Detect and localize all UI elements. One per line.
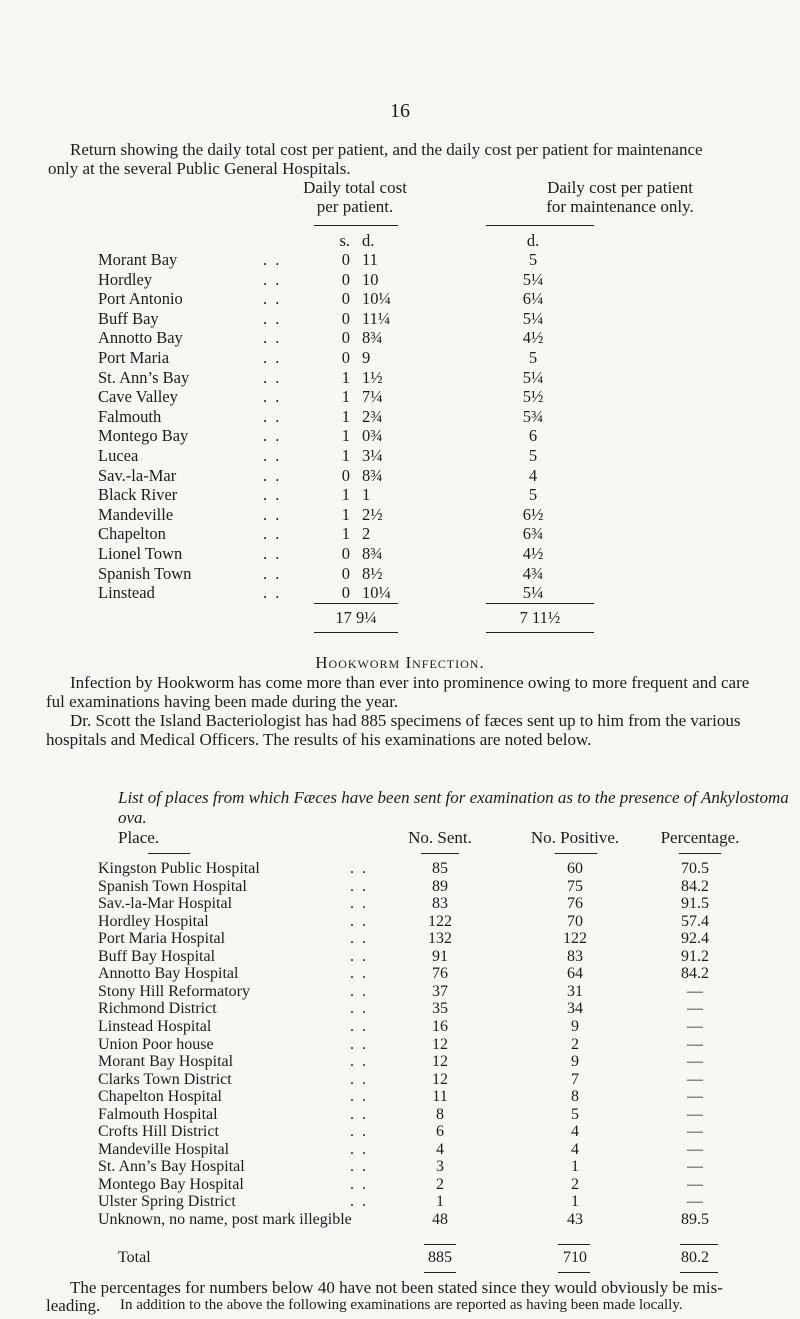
table-place: Kingston Public Hospital <box>98 860 260 877</box>
table-positive: 1 <box>571 1193 579 1211</box>
cost-pence: 1 <box>362 485 371 505</box>
cost-shillings: 1 <box>341 387 350 407</box>
table-positive: 8 <box>571 1088 579 1106</box>
table-place: Spanish Town Hospital <box>98 877 247 895</box>
para2-line-1: Dr. Scott the Island Bacteriologist has had 885 specimens of fæces sent up to him from the various <box>70 711 741 730</box>
para1-line-1: Infection by Hookworm has come more than ever into prominence owing to more frequent and care <box>70 673 750 692</box>
cost-place: Falmouth <box>98 406 162 426</box>
leader-dots: . . <box>350 1175 368 1193</box>
maint-pence: 5 <box>528 250 538 269</box>
table-place: Union Poor house <box>98 1035 214 1053</box>
table-positive: 9 <box>571 1053 579 1071</box>
cost-total-sd: 17 9¼ <box>335 608 377 627</box>
cost-pence: 10 <box>362 269 379 289</box>
table-place: Linstead Hospital <box>98 1017 212 1035</box>
table-percentage: — <box>687 1000 703 1018</box>
cost-pence: 1½ <box>362 367 383 387</box>
leader-dots: . . <box>263 563 282 583</box>
cost-col2-header-1: Daily cost per patient <box>547 178 693 197</box>
table-sent: 83 <box>432 895 448 913</box>
maint-pence: 4 <box>528 465 538 485</box>
maint-pence: 4½ <box>522 544 544 563</box>
rule-sent <box>421 853 459 854</box>
table-row <box>0 1106 800 1124</box>
total-pct: 80.2 <box>681 1249 709 1266</box>
table-positive: 4 <box>571 1123 579 1141</box>
cost-col1-rule <box>314 225 398 226</box>
table-sent: 35 <box>432 1000 448 1018</box>
maint-pence: 5¼ <box>522 269 544 289</box>
cost-pence: 11 <box>362 250 378 269</box>
table-positive: 34 <box>567 1000 583 1018</box>
leader-dots: . . <box>350 1017 368 1035</box>
cost-col1-header-1: Daily total cost <box>303 178 407 197</box>
maint-pence: 5 <box>528 485 538 505</box>
table-positive: 64 <box>567 965 583 983</box>
table-header-positive: No. Positive. <box>530 828 620 847</box>
table-positive: 60 <box>567 860 583 877</box>
leader-dots: . . <box>263 583 282 603</box>
leader-dots: . . <box>263 367 282 387</box>
table-row <box>0 948 800 966</box>
table-row <box>0 1211 800 1229</box>
table-percentage: — <box>687 1175 703 1193</box>
para2-line-2: hospitals and Medical Officers. The results of his examinations are noted below. <box>46 730 592 749</box>
table-percentage: — <box>687 1105 703 1123</box>
table-header-place: Place. <box>118 828 160 847</box>
cost-place: Port Maria <box>98 348 170 367</box>
table-header-percentage: Percentage. <box>660 828 740 847</box>
table-sent: 3 <box>436 1158 444 1176</box>
leader-dots: . . <box>263 485 282 505</box>
cost-row <box>0 426 800 445</box>
cost-shillings: 1 <box>341 446 350 465</box>
total-positive: 710 <box>563 1249 587 1266</box>
table-place: Chapelton Hospital <box>98 1088 222 1106</box>
table-percentage: 91.2 <box>681 947 709 965</box>
table-sent: 132 <box>428 930 452 948</box>
cost-place: Black River <box>98 485 178 505</box>
table-row <box>0 878 800 896</box>
maint-pence: 6 <box>528 426 538 446</box>
leader-dots: . . <box>263 544 282 563</box>
cost-pence: 2 <box>362 524 371 544</box>
cost-shillings: 0 <box>341 544 350 563</box>
table-positive: 4 <box>571 1140 579 1158</box>
leader-dots: . . <box>350 1140 368 1158</box>
leader-dots: . . <box>350 1035 368 1053</box>
footer-line-1: The percentages for numbers below 40 have not been stated since they would obviously be mis- <box>70 1278 723 1297</box>
cost-shillings: 0 <box>341 289 350 309</box>
table-positive: 5 <box>571 1105 579 1123</box>
unit-maint-pence: d. <box>526 231 540 250</box>
cost-shillings: 0 <box>341 348 350 367</box>
leader-dots: . . <box>350 877 368 895</box>
maint-pence: 6¾ <box>522 524 544 544</box>
cost-shillings: 1 <box>341 426 350 446</box>
leader-dots: . . <box>350 1088 368 1106</box>
total-rule-sent-2 <box>424 1272 456 1273</box>
cost-shillings: 0 <box>341 269 350 289</box>
table-sent: 37 <box>432 982 448 1000</box>
table-row <box>0 930 800 948</box>
cost-pence: 7¼ <box>362 387 383 407</box>
table-row <box>0 1000 800 1018</box>
section-title: Hookworm Infection. <box>315 653 485 672</box>
table-percentage: — <box>687 1193 703 1211</box>
cost-pence: 8¾ <box>362 544 383 563</box>
leader-dots: . . <box>350 1070 368 1088</box>
cost-place: Morant Bay <box>98 250 178 269</box>
table-positive: 70 <box>567 912 583 930</box>
cost-shillings: 1 <box>341 485 350 505</box>
cost-units-row <box>0 231 800 250</box>
table-percentage: — <box>687 1123 703 1141</box>
leader-dots: . . <box>350 1193 368 1211</box>
leader-dots: . . <box>263 465 282 485</box>
cost-place: Chapelton <box>98 524 166 544</box>
table-row <box>0 895 800 913</box>
cost-total-rule-3 <box>314 632 398 633</box>
leader-dots: . . <box>350 965 368 983</box>
leader-dots: . . <box>263 406 282 426</box>
table-positive: 2 <box>571 1175 579 1193</box>
cost-shillings: 0 <box>341 465 350 485</box>
leader-dots: . . <box>350 860 368 877</box>
leader-dots: . . <box>263 524 282 544</box>
table-positive: 1 <box>571 1158 579 1176</box>
cost-row <box>0 485 800 504</box>
table-sent: 91 <box>432 947 448 965</box>
leader-dots: . . <box>263 269 282 289</box>
leader-dots: . . <box>350 930 368 948</box>
table-place: St. Ann’s Bay Hospital <box>98 1158 245 1176</box>
total-label: Total <box>118 1249 151 1266</box>
table-sent: 122 <box>428 912 452 930</box>
table-positive: 2 <box>571 1035 579 1053</box>
leader-dots: . . <box>263 504 282 524</box>
table-place: Mandeville Hospital <box>98 1140 230 1158</box>
table-sent: 11 <box>432 1088 448 1106</box>
table-sent: 89 <box>432 877 448 895</box>
table-place: Falmouth Hospital <box>98 1105 218 1123</box>
table-positive: 43 <box>567 1211 583 1228</box>
table-sent: 8 <box>436 1105 444 1123</box>
table-place: Annotto Bay Hospital <box>98 965 239 983</box>
cost-shillings: 0 <box>341 308 350 328</box>
maint-pence: 5 <box>528 348 538 367</box>
cost-pence: 9 <box>362 348 371 367</box>
table-row <box>0 913 800 931</box>
cost-place: Buff Bay <box>98 308 159 328</box>
table-row <box>0 1193 800 1211</box>
table-sent: 4 <box>436 1140 444 1158</box>
table-row <box>0 1176 800 1194</box>
cost-place: Mandeville <box>98 504 174 524</box>
cost-pence: 2½ <box>362 504 383 524</box>
cost-place: St. Ann’s Bay <box>98 367 190 387</box>
table-row <box>0 965 800 983</box>
leader-dots: . . <box>263 250 282 269</box>
table-sent: 6 <box>436 1123 444 1141</box>
table-total-row <box>0 1249 800 1267</box>
cost-row <box>0 289 800 308</box>
cost-total-rule-2 <box>486 603 594 604</box>
cost-place: Sav.-la-Mar <box>98 465 177 485</box>
cost-pence: 8½ <box>362 563 383 583</box>
table-row <box>0 1071 800 1089</box>
table-row <box>0 1088 800 1106</box>
cost-shillings: 1 <box>341 504 350 524</box>
maint-pence: 5¼ <box>522 583 544 603</box>
cost-row <box>0 368 800 387</box>
page-number: 16 <box>390 100 410 122</box>
cost-place: Hordley <box>98 269 153 289</box>
cost-row <box>0 583 800 602</box>
cost-row <box>0 270 800 289</box>
cost-place: Linstead <box>98 583 155 603</box>
table-positive: 76 <box>567 895 583 913</box>
leader-dots: . . <box>263 387 282 407</box>
cost-row <box>0 309 800 328</box>
cost-place: Spanish Town <box>98 563 192 583</box>
table-sent: 85 <box>432 860 448 877</box>
leader-dots: . . <box>263 348 282 367</box>
table-percentage: — <box>687 982 703 1000</box>
table-percentage: 89.5 <box>681 1211 709 1228</box>
leader-dots: . . <box>350 1158 368 1176</box>
table-percentage: — <box>687 1035 703 1053</box>
cost-pence: 10¼ <box>362 583 391 603</box>
maint-pence: 5¾ <box>522 406 544 426</box>
cost-total-maint: 7 11½ <box>519 608 561 627</box>
leader-dots: . . <box>263 446 282 465</box>
table-percentage: 84.2 <box>681 877 709 895</box>
table-sent: 16 <box>432 1017 448 1035</box>
rule-positive <box>555 853 597 854</box>
leader-dots: . . <box>350 982 368 1000</box>
total-rule-pct-2 <box>680 1272 718 1273</box>
table-row <box>0 860 800 878</box>
unit-shillings: s. <box>339 231 350 250</box>
leader-dots: . . <box>350 1123 368 1141</box>
table-percentage: 57.4 <box>681 912 709 930</box>
cost-shillings: 1 <box>341 406 350 426</box>
table-place: Clarks Town District <box>98 1070 232 1088</box>
maint-pence: 4½ <box>522 328 544 348</box>
table-sent: 76 <box>432 965 448 983</box>
leader-dots: . . <box>350 1105 368 1123</box>
table-caption: List of places from which Fæces have been sent for examination as to the presence of Ankylostoma ova. <box>118 788 789 827</box>
table-place: Montego Bay Hospital <box>98 1175 244 1193</box>
cost-pence: 8¾ <box>362 465 383 485</box>
cost-row <box>0 348 800 367</box>
footer-line-3: In addition to the above the following examinations are reported as having been made locally. <box>120 1297 683 1313</box>
table-row <box>0 1018 800 1036</box>
leader-dots: . . <box>350 912 368 930</box>
table-place: Richmond District <box>98 1000 217 1018</box>
total-rule-positive <box>558 1244 590 1245</box>
table-percentage: 70.5 <box>681 860 709 877</box>
cost-place: Annotto Bay <box>98 328 183 348</box>
table-percentage: — <box>687 1158 703 1176</box>
table-sent: 2 <box>436 1175 444 1193</box>
table-positive: 9 <box>571 1017 579 1035</box>
total-sent: 885 <box>428 1249 452 1266</box>
table-row <box>0 983 800 1001</box>
maint-pence: 6¼ <box>522 289 544 309</box>
cost-pence: 10¼ <box>362 289 391 309</box>
maint-pence: 4¾ <box>522 563 544 583</box>
table-percentage: 92.4 <box>681 930 709 948</box>
footer-line-2: leading. <box>46 1296 101 1315</box>
table-row <box>0 1158 800 1176</box>
table-sent: 12 <box>432 1070 448 1088</box>
leader-dots: . . <box>263 308 282 328</box>
cost-row <box>0 544 800 563</box>
cost-place: Cave Valley <box>98 387 178 407</box>
table-sent: 1 <box>436 1193 444 1211</box>
leader-dots: . . <box>263 426 282 446</box>
table-percentage: — <box>687 1053 703 1071</box>
leader-dots: . . <box>350 895 368 913</box>
cost-pence: 2¾ <box>362 406 383 426</box>
table-place: Stony Hill Reformatory <box>98 982 250 1000</box>
total-rule-pct <box>680 1244 718 1245</box>
cost-row <box>0 250 800 269</box>
total-rule-positive-2 <box>558 1272 590 1273</box>
table-place: Sav.-la-Mar Hospital <box>98 895 233 913</box>
cost-place: Port Antonio <box>98 289 183 309</box>
cost-pence: 8¾ <box>362 328 383 348</box>
table-place: Hordley Hospital <box>98 912 209 930</box>
table-positive: 75 <box>567 877 583 895</box>
unit-pence: d. <box>362 231 375 250</box>
table-positive: 122 <box>563 930 587 948</box>
table-positive: 31 <box>567 982 583 1000</box>
maint-pence: 5¼ <box>522 367 544 387</box>
cost-pence: 3¼ <box>362 446 383 465</box>
para1-line-2: ful examinations having been made during the year. <box>46 692 399 711</box>
cost-total-rule-1 <box>314 603 398 604</box>
table-percentage: — <box>687 1088 703 1106</box>
rule-percentage <box>679 853 721 854</box>
rule-place <box>148 853 190 854</box>
cost-total-rule-4 <box>486 632 594 633</box>
cost-shillings: 1 <box>341 524 350 544</box>
total-rule-sent <box>424 1244 456 1245</box>
cost-pence: 11¼ <box>362 308 391 328</box>
table-place: Crofts Hill District <box>98 1123 219 1141</box>
cost-shillings: 0 <box>341 328 350 348</box>
cost-row <box>0 524 800 543</box>
table-place: Port Maria Hospital <box>98 930 226 948</box>
table-sent: 12 <box>432 1035 448 1053</box>
table-row <box>0 1036 800 1054</box>
table-place: Buff Bay Hospital <box>98 947 216 965</box>
table-row <box>0 1123 800 1141</box>
cost-col1-header-2: per patient. <box>316 197 394 216</box>
cost-row <box>0 564 800 583</box>
table-percentage: — <box>687 1140 703 1158</box>
table-percentage: — <box>687 1017 703 1035</box>
cost-row <box>0 505 800 524</box>
table-row <box>0 1053 800 1071</box>
cost-shillings: 0 <box>341 563 350 583</box>
maint-pence: 5 <box>528 446 538 465</box>
cost-col2-header-2: for maintenance only. <box>546 197 694 216</box>
cost-shillings: 1 <box>341 367 350 387</box>
cost-col2-rule <box>486 225 594 226</box>
leader-dots: . . <box>350 947 368 965</box>
table-sent: 12 <box>432 1053 448 1071</box>
cost-row <box>0 328 800 347</box>
cost-pence: 0¾ <box>362 426 383 446</box>
table-place: Morant Bay Hospital <box>98 1053 234 1071</box>
maint-pence: 6½ <box>522 504 544 524</box>
table-percentage: 91.5 <box>681 895 709 913</box>
cost-row <box>0 407 800 426</box>
cost-row <box>0 466 800 485</box>
table-place: Ulster Spring District <box>98 1193 236 1211</box>
table-positive: 83 <box>567 947 583 965</box>
table-row <box>0 1141 800 1159</box>
table-percentage: 84.2 <box>681 965 709 983</box>
table-percentage: — <box>687 1070 703 1088</box>
intro-line-1: Return showing the daily total cost per patient, and the daily cost per patient for maintenance <box>70 140 703 159</box>
cost-place: Montego Bay <box>98 426 189 446</box>
leader-dots: . . <box>263 289 282 309</box>
cost-shillings: 0 <box>341 583 350 603</box>
cost-row <box>0 387 800 406</box>
leader-dots: . . <box>350 1053 368 1071</box>
table-header-sent: No. Sent. <box>408 828 472 847</box>
leader-dots: . . <box>350 1000 368 1018</box>
cost-row <box>0 446 800 465</box>
intro-line-2: only at the several Public General Hospitals. <box>48 159 351 178</box>
table-positive: 7 <box>571 1070 579 1088</box>
maint-pence: 5¼ <box>522 308 544 328</box>
cost-shillings: 0 <box>341 250 350 269</box>
maint-pence: 5½ <box>522 387 544 407</box>
cost-place: Lionel Town <box>98 544 183 563</box>
table-sent: 48 <box>432 1211 448 1228</box>
cost-place: Lucea <box>98 446 139 465</box>
table-place: Unknown, no name, post mark illegible <box>98 1211 352 1228</box>
leader-dots: . . <box>263 328 282 348</box>
